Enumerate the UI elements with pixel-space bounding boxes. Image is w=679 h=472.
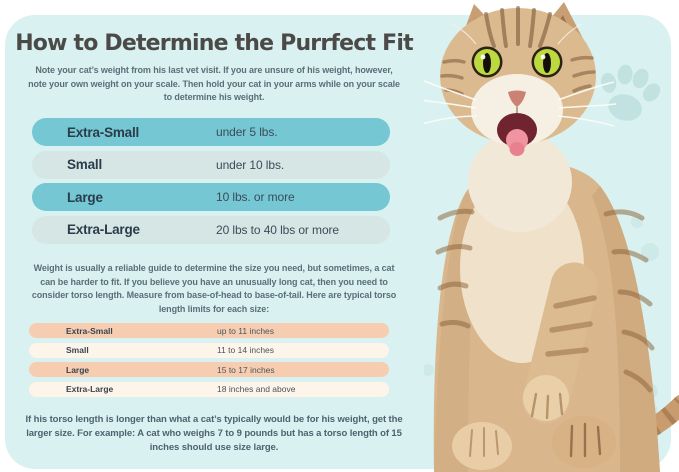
weight-limit: under 10 lbs. bbox=[216, 157, 285, 172]
table-row bbox=[32, 216, 390, 244]
size-label: Extra-Small bbox=[66, 325, 113, 336]
size-label: Small bbox=[67, 157, 103, 172]
size-label: Small bbox=[66, 345, 89, 355]
torso-limit: 18 inches and above bbox=[217, 384, 296, 394]
torso-length-table bbox=[29, 323, 389, 401]
weight-limit: 20 lbs to 40 lbs or more bbox=[216, 222, 339, 237]
torso-limit: up to 11 inches bbox=[217, 325, 275, 336]
cat-head bbox=[424, 2, 616, 156]
table-row bbox=[32, 118, 390, 146]
page-title: How to Determine the Purrfect Fit bbox=[15, 31, 413, 56]
size-label: Extra-Large bbox=[66, 384, 114, 394]
table-row bbox=[29, 323, 389, 338]
size-label: Extra-Small bbox=[67, 124, 140, 140]
torso-limit: 15 to 17 inches bbox=[217, 364, 275, 375]
footer-note: If his torso length is longer than what a cat’s typically would be for his weight, get the larger size. For example: A cat who weighs 7 to 9 pounds but has a torso length of 15 inches should use size large. bbox=[25, 414, 403, 453]
size-label: Large bbox=[67, 189, 103, 205]
size-label: Extra-Large bbox=[67, 222, 140, 237]
table-row bbox=[32, 151, 390, 179]
torso-intro-paragraph: Weight is usually a reliable guide to determine the size you need, but sometimes, a cat can be harder to fit. If you believe you have an unusually long cat, then you need to consider torso length. Measure from base-of-head to base-of-tail. Here are typical torso length limits for each size: bbox=[31, 263, 397, 314]
table-row bbox=[29, 343, 389, 358]
weight-limit: 10 lbs. or more bbox=[216, 190, 295, 204]
table-row bbox=[29, 362, 389, 377]
cat-photo bbox=[424, 0, 679, 472]
weight-size-table bbox=[32, 118, 390, 248]
table-row bbox=[32, 183, 390, 211]
size-label: Large bbox=[66, 364, 90, 375]
torso-limit: 11 to 14 inches bbox=[217, 345, 275, 355]
table-row bbox=[29, 382, 389, 397]
intro-paragraph: Note your cat’s weight from his last vet visit. If you are unsure of his weight, however, note your own weight on your scale. Then hold your cat in your arms while on your scale to determine his weight. bbox=[28, 65, 400, 102]
weight-limit: under 5 lbs. bbox=[216, 125, 278, 139]
